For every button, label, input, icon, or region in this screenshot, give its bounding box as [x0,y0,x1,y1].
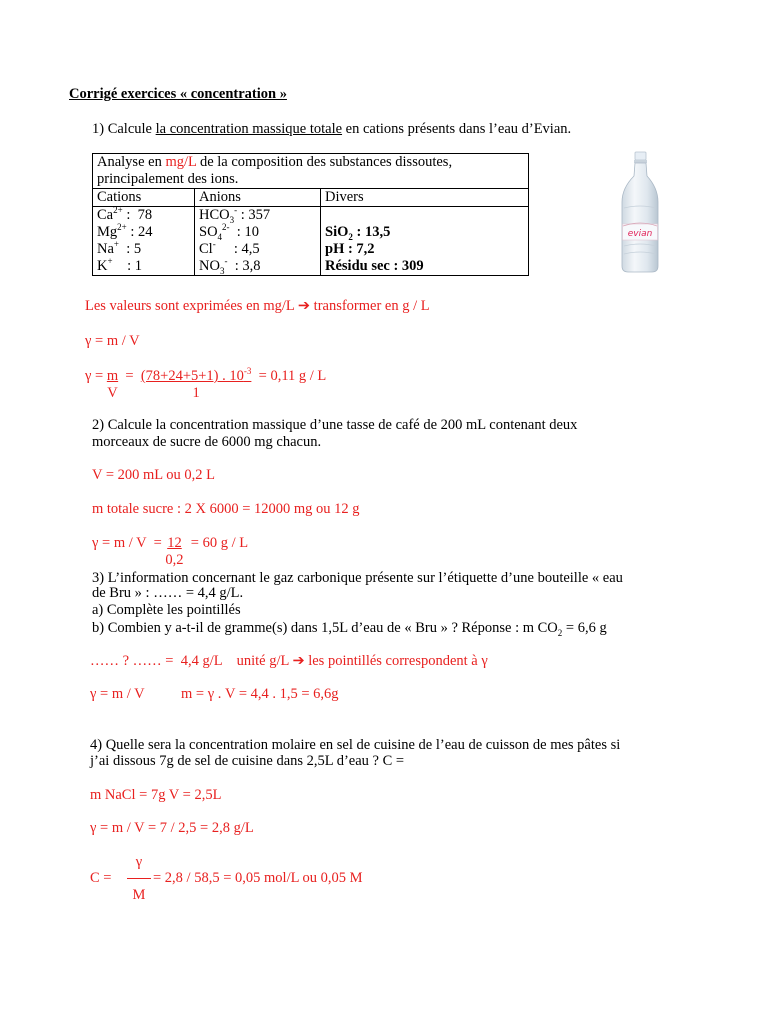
question-3-line-1: 3) L’information concernant le gaz carbonique présente sur l’étiquette d’une bouteille « eau [92,570,623,586]
column-header-anions: Anions [195,189,321,207]
answer-3-line-1: …… ? …… = 4,4 g/L unité g/L ➔ les pointillés correspondent à γ [90,653,488,669]
question-3-part-a: a) Complète les pointillés [92,602,241,618]
answer-4-molar-lhs: C = [90,870,112,886]
answer-1-note: Les valeurs sont exprimées en mg/L ➔ transformer en g / L [85,298,430,314]
answer-4-molar-numerator: γ [135,854,143,870]
evian-logo: evian [627,229,653,239]
anion-so4: $SO_4^{2-}$ : 10 [199,222,259,242]
answer-1-result: = 0,11 g / L [251,368,327,384]
fraction-denominator: 0,2 [165,552,184,568]
table-column-headers [93,189,529,207]
table-caption-line2: principalement des ions. [97,171,239,187]
question-3-part-b: b) Combien y a-t-il de gramme(s) dans 1,5L d’eau de « Bru » ? Réponse : m $CO_2 = 6,6$ g [92,620,607,638]
answer-3-line-2a: γ = m / V [90,686,145,702]
question-2-line-1: 2) Calcule la concentration massique d’une tasse de café de 200 mL contenant deux [92,417,578,433]
anion-hco3: $HCO_3^-$ : 357 [199,205,271,225]
question-3-line-2: de Bru » : …… = 4,4 g/L. [92,585,244,601]
anion-no3: $NO_3^-$ : 3,8 [199,256,261,276]
fraction-bar [127,878,151,879]
column-header-cations: Cations [93,189,195,207]
table-caption-pre: Analyse en [97,154,166,170]
table-header-row [93,154,529,189]
fraction-denominator: V [107,385,118,401]
evian-analysis-table [92,153,529,276]
cation-mg: $Mg^{2+}$ : 24 [97,222,153,240]
answer-2-mass: m totale sucre : 2 X 6000 = 12000 mg ou 12 g [92,501,360,517]
question-1-prefix: 1) Calcule [92,121,156,137]
fraction-numerator: 12 [167,535,182,551]
fraction-numerator-2: (78+24+5+1) . 10 [140,368,244,384]
question-1-underlined: la concentration massique totale [155,121,343,137]
divers-cell [321,207,529,276]
anions-cell [195,207,321,276]
answer-4-molar-denominator: M [132,887,146,903]
table-row [93,207,529,276]
answer-4-molar-result: = 2,8 / 58,5 = 0,05 mol/L ou 0,05 M [153,870,363,886]
answer-1-calculation: $\gamma = \frac{m}{V}$ = $\frac{(78+24+5+1) . 10^{-3}}{1} = 0,11$ g / L [85,366,327,401]
answer-2-result: = 60 g / L [183,535,249,551]
question-4-line-2: j’ai dissous 7g de sel de cuisine dans 2,5L d’eau ? C = [90,753,405,769]
divers-residu-sec: Résidu sec : 309 [325,258,424,274]
answer-4-line-2: γ = m / V = 7 / 2,5 = 2,8 g/L [90,820,254,836]
page-title: Corrigé exercices « concentration » [69,86,287,102]
question-2-line-2: morceaux de sucre de 6000 mg chacun. [92,434,322,450]
answer-2-calculation: $\gamma = m / V = \frac{12}{0,2} = 60$ g / L [92,535,249,568]
answer-3-line-2b: m = γ . V = 4,4 . 1,5 = 6,6g [181,686,339,702]
answer-4-line-1: m NaCl = 7g V = 2,5L [90,787,222,803]
divers-ph: pH : 7,2 [325,241,375,257]
arrow-icon: ➔ [292,653,305,669]
cation-k: K+ : 1 [97,256,142,274]
evian-bottle-image [610,150,670,275]
divers-sio2: SiO$_2$ : 13,5 [325,224,391,242]
question-1 [92,121,571,138]
cation-na: Na+ : 5 [97,239,142,257]
column-header-divers: Divers [321,189,529,207]
cations-cell [93,207,195,276]
cation-ca: $Ca^{2+}$ : 78 [97,205,153,223]
anion-cl: Cl- : 4,5 [199,239,260,257]
table-caption-post: de la composition des substances dissoutes, [196,154,453,170]
question-1-suffix: en cations présents dans l’eau d’Evian. [342,121,572,137]
table-caption-unit: mg/L [165,154,197,170]
fraction-denominator-2: 1 [192,385,200,401]
answer-1-formula: γ = m / V [85,333,140,349]
table-caption [93,154,529,189]
answer-2-volume: V = 200 mL ou 0,2 L [92,467,215,483]
question-4-line-1: 4) Quelle sera la concentration molaire en sel de cuisine de l’eau de cuisson de mes pâtes si [90,737,621,753]
arrow-icon: ➔ [297,298,311,314]
fraction-numerator: m [106,368,119,384]
